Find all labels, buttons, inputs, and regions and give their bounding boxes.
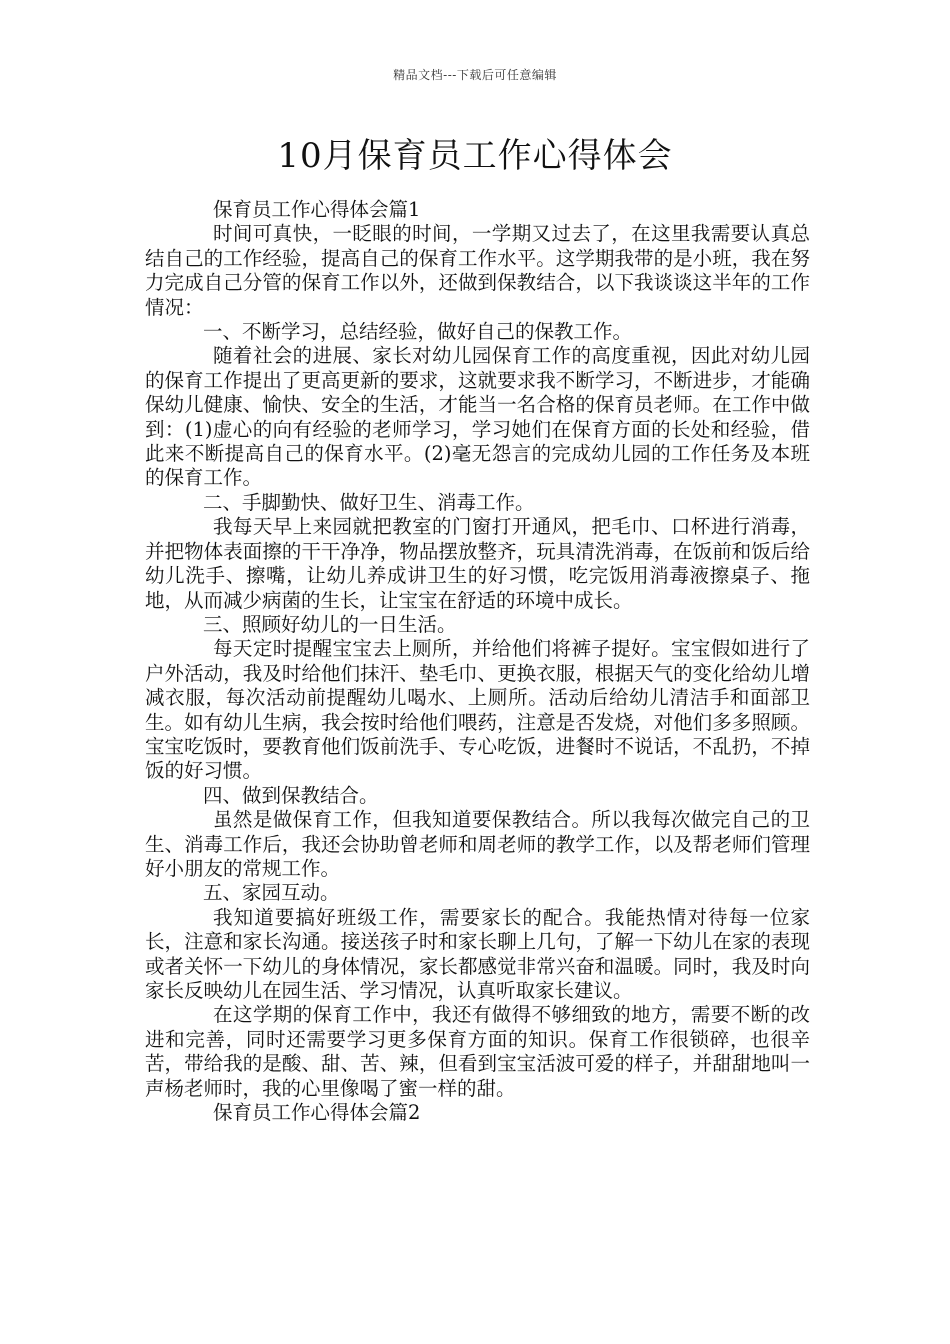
paragraph: 虽然是做保育工作，但我知道要保教结合。所以我每次做完自己的卫生、消毒工作后，我还会协助曾老师和周老师的教学工作，以及帮老师们管理好小朋友的常规工作。 xyxy=(145,808,810,880)
document-title: 10月保育员工作心得体会 xyxy=(277,136,673,176)
paragraph: 时间可真快，一眨眼的时间，一学期又过去了，在这里我需要认真总结自己的工作经验，提高自己的保育工作水平。这学期我带的是小班，我在努力完成自己分管的保育工作以外，还做到保教结合，以下我谈谈这半年的工作情况： xyxy=(145,222,810,319)
subheading: 五、家园互动。 xyxy=(203,881,340,905)
paragraph: 在这学期的保育工作中，我还有做得不够细致的地方，需要不断的改进和完善，同时还需要学习更多保育方面的知识。保育工作很锁碎，也很辛苦，带给我的是酸、甜、苦、辣，但看到宝宝活波可爱的样子，并甜甜地叫一声杨老师时，我的心里像喝了蜜一样的甜。 xyxy=(145,1003,810,1100)
header-note: 精品文档---下载后可任意编辑 xyxy=(393,68,557,82)
document-body xyxy=(145,198,810,1125)
subheading: 二、手脚勤快、做好卫生、消毒工作。 xyxy=(203,490,535,514)
subheading: 四、做到保教结合。 xyxy=(203,783,379,807)
section-heading: 保育员工作心得体会篇2 xyxy=(213,1101,421,1125)
subheading: 一、不断学习，总结经验，做好自己的保教工作。 xyxy=(203,320,633,344)
paragraph: 每天定时提醒宝宝去上厕所，并给他们将裤子提好。宝宝假如进行了户外活动，我及时给他们抹汗、垫毛巾、更换衣服，根据天气的变化给幼儿增减衣服，每次活动前提醒幼儿喝水、上厕所。活动后给幼儿清洁手和面部卫生。如有幼儿生病，我会按时给他们喂药，注意是否发烧，对他们多多照顾。宝宝吃饭时，要教育他们饭前洗手、专心吃饭，进餐时不说话，不乱扔，不掉饭的好习惯。 xyxy=(145,637,810,783)
paragraph: 我知道要搞好班级工作，需要家长的配合。我能热情对待每一位家长，注意和家长沟通。接送孩子时和家长聊上几句，了解一下幼儿在家的表现或者关怀一下幼儿的身体情况，家长都感觉非常兴奋和温暖。同时，我及时向家长反映幼儿在园生活、学习情况，认真听取家长建议。 xyxy=(145,905,810,1002)
paragraph: 随着社会的进展、家长对幼儿园保育工作的高度重视，因此对幼儿园的保育工作提出了更高更新的要求，这就要求我不断学习，不断进步，才能确保幼儿健康、愉快、安全的生活，才能当一名合格的保育员老师。在工作中做到：(1)虚心的向有经验的老师学习，学习她们在保育方面的长处和经验，借此来不断提高自己的保育水平。(2)毫无怨言的完成幼儿园的工作任务及本班的保育工作。 xyxy=(145,344,810,490)
section-heading: 保育员工作心得体会篇1 xyxy=(213,198,421,221)
paragraph: 我每天早上来园就把教室的门窗打开通风，把毛巾、口杯进行消毒，并把物体表面擦的干干净净，物品摆放整齐，玩具清洗消毒，在饭前和饭后给幼儿洗手、擦嘴，让幼儿养成讲卫生的好习惯，吃完饭用消毒液擦桌子、拖地，从而减少病菌的生长，让宝宝在舒适的环境中成长。 xyxy=(145,515,810,612)
subheading: 三、照顾好幼儿的一日生活。 xyxy=(203,612,457,636)
